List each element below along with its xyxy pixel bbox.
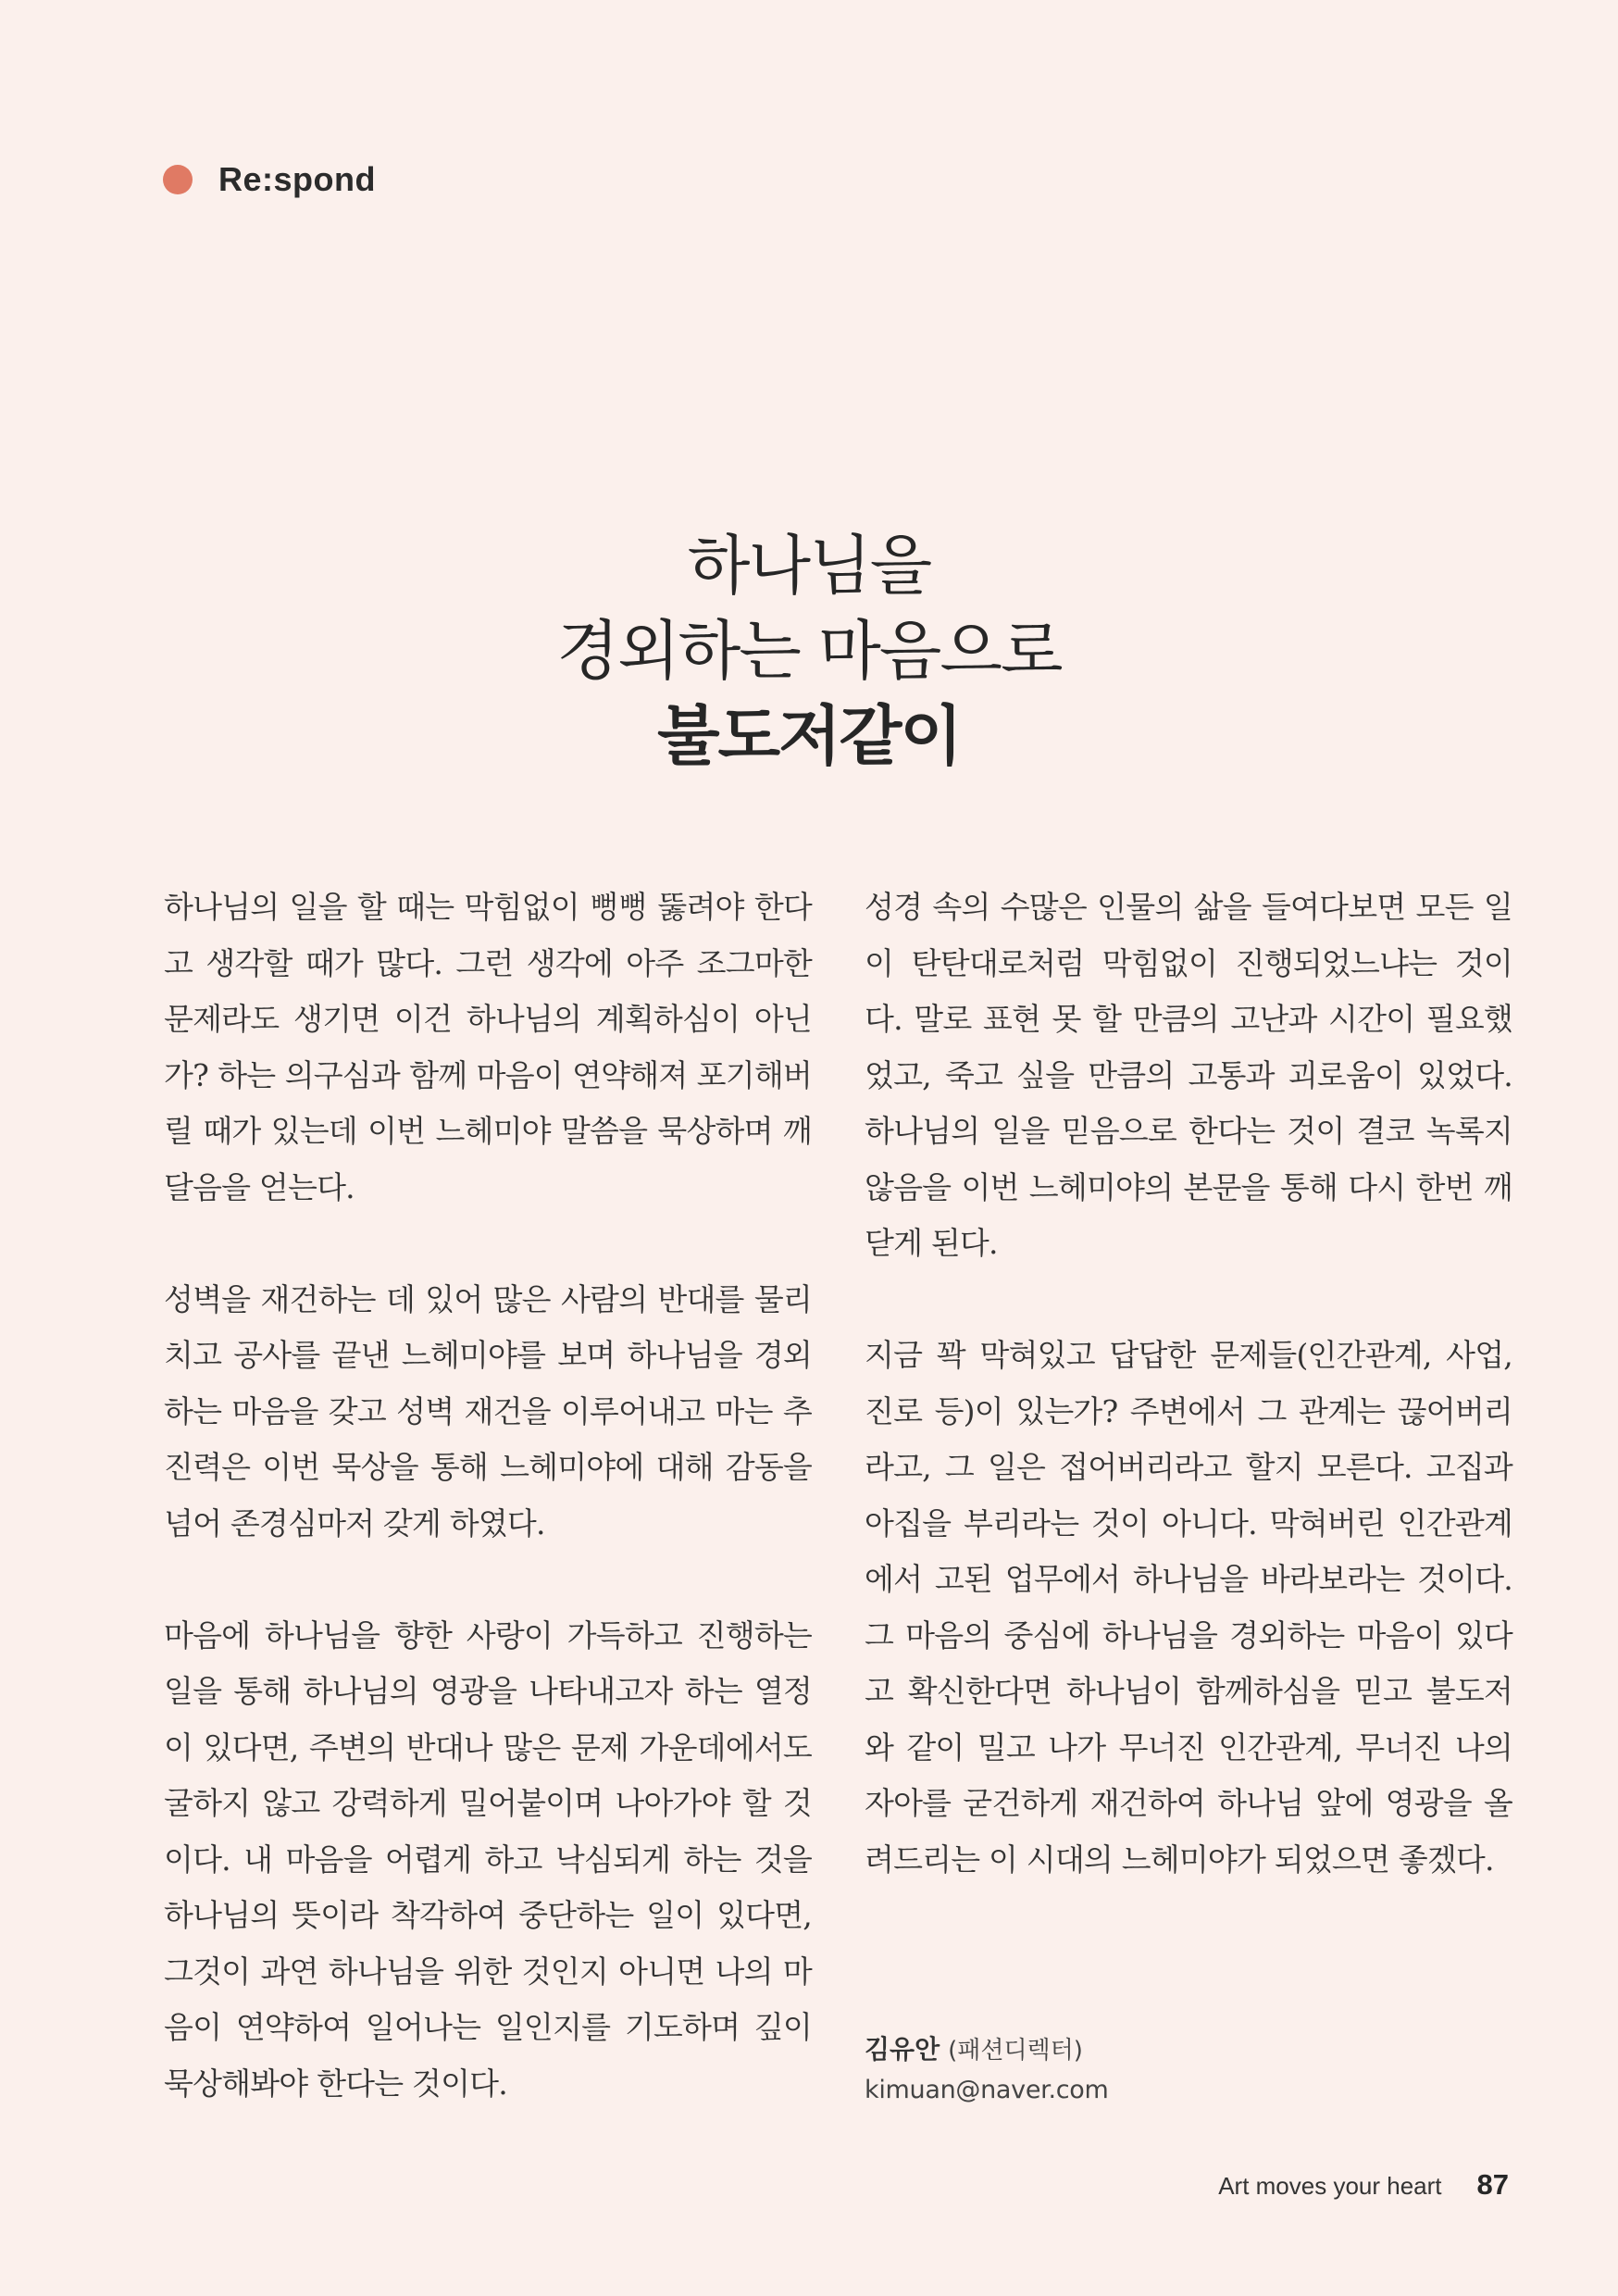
article-title: [0, 523, 1618, 779]
section-dot: [163, 165, 193, 194]
footer-tagline: Art moves your heart: [1218, 2172, 1442, 2200]
author-info: [865, 2029, 1109, 2110]
author-line: [865, 2029, 1109, 2071]
section-label: Re:spond: [218, 160, 376, 198]
title-line-3: 불도저같이: [656, 698, 962, 774]
paragraph: 마음에 하나님을 향한 사랑이 가득하고 진행하는 일을 통해 하나님의 영광을 나타내고자 하는 열정이 있다면, 주변의 반대나 많은 문제 가운데에서도 굴하지 않고 강력하게 밀어붙이며 나아가야 할 것이다. 내 마음을 어렵게 하고 낙심되게 하는 것을 하나님의 뜻이라 착각하여 중단하는 일이 있다면, 그것이 과연 하나님을 위한 것인지 아니면 나의 마음이 연약하여 일어나는 일인지를 기도하며 깊이 묵상해봐야 한다는 것이다.: [164, 1616, 812, 2102]
page-footer: [1218, 2168, 1509, 2202]
paragraph: 지금 꽉 막혀있고 답답한 문제들(인간관계, 사업, 진로 등)이 있는가? 주변에서 그 관계는 끊어버리라고, 그 일은 접어버리라고 할지 모른다. 고집과 아집을 부리라는 것이 아니다. 막혀버린 인간관계에서 고된 업무에서 하나님을 바라보라는 것이다. 그 마음의 중심에 하나님을 경외하는 마음이 있다고 확신한다면 하나님이 함께하심을 믿고 불도저와 같이 밀고 나가 무너진 인간관계, 무너진 나의 자아를 굳건하게 재건하여 하나님 앞에 영광을 올려드리는 이 시대의 느헤미야가 되었으면 좋겠다.: [865, 1337, 1512, 1878]
paragraph: 성경 속의 수많은 인물의 삶을 들여다보면 모든 일이 탄탄대로처럼 막힘없이 진행되었느냐는 것이다. 말로 표현 못 할 만큼의 고난과 시간이 필요했었고, 죽고 싶을 만큼의 고통과 괴로움이 있었다. 하나님의 일을 믿음으로 한다는 것이 결코 녹록지 않음을 이번 느헤미야의 본문을 통해 다시 한번 깨닫게 된다.: [865, 889, 1512, 1261]
page-number: 87: [1476, 2168, 1509, 2201]
author-email[interactable]: kimuan@naver.com: [865, 2076, 1109, 2104]
paragraph: 성벽을 재건하는 데 있어 많은 사람의 반대를 물리치고 공사를 끝낸 느헤미야를 보며 하나님을 경외하는 마음을 갖고 성벽 재건을 이루어내고 마는 추진력은 이번 묵상을 통해 느헤미야에 대해 감동을 넘어 존경심마저 갖게 하였다.: [164, 1280, 812, 1541]
section-tag: [163, 159, 376, 200]
body-column-left: [164, 880, 812, 2168]
body-column-right: [865, 880, 1512, 1944]
title-line-1: 하나님을: [687, 528, 931, 604]
title-line-2: 경외하는 마음으로: [556, 613, 1062, 689]
paragraph: 하나님의 일을 할 때는 막힘없이 뻥뻥 뚫려야 한다고 생각할 때가 많다. 그런 생각에 아주 조그마한 문제라도 생기면 이건 하나님의 계획하심이 아닌가? 하는 의구심과 함께 마음이 연약해져 포기해버릴 때가 있는데 이번 느헤미야 말씀을 묵상하며 깨달음을 얻는다.: [164, 889, 812, 1205]
author-name: 김유안: [865, 2034, 940, 2065]
author-role: (패션디렉터): [948, 2037, 1083, 2065]
